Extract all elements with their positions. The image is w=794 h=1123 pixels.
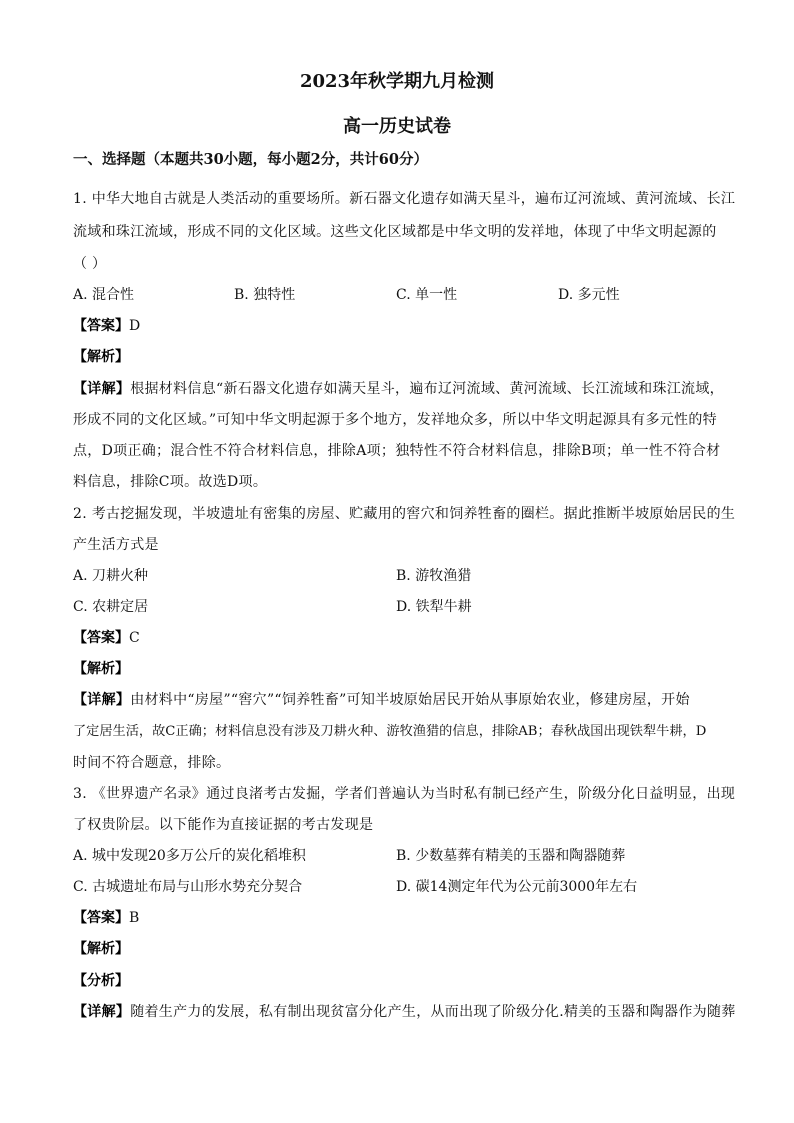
q2-option-b: B. 游牧渔猎 [396, 568, 472, 584]
q1-detail-line3: 点，D项正确；混合性不符合材料信息，排除A项；独特性不符合材料信息，排除B项；单一性不符合材 [73, 443, 721, 459]
q2-answer: 【答案】C [73, 630, 140, 646]
q2-stem-line2: 产生活方式是 [73, 537, 159, 553]
q3-option-d: D. 碳14测定年代为公元前3000年左右 [396, 879, 638, 895]
q3-answer: 【答案】B [73, 910, 140, 926]
q2-option-d: D. 铁犁牛耕 [396, 599, 472, 615]
q1-stem-line2: 流域和珠江流域，形成不同的文化区域。这些文化区域都是中华文明的发祥地，体现了中华文明起源的 [73, 224, 717, 240]
q2-option-a: A. 刀耕火种 [73, 568, 149, 584]
q2-option-c: C. 农耕定居 [73, 599, 149, 615]
q3-stem-line1: 3. 《世界遗产名录》通过良渚考古发掘，学者们普遍认为当时私有制已经产生，阶级分化日益明显，出现 [73, 786, 736, 802]
q1-detail-line1: 【详解】根据材料信息“新石器文化遗存如满天星斗，遍布辽河流域、黄河流域、长江流域和珠江流域， [73, 381, 724, 397]
q2-detail-line3: 时间不符合题意，排除。 [73, 755, 231, 771]
q1-detail-line2: 形成不同的文化区域。”可知中华文明起源于多个地方，发祥地众多，所以中华文明起源具有多元性的特 [73, 412, 717, 428]
q1-analysis-label: 【解析】 [73, 349, 129, 365]
exam-title: 2023年秋学期九月检测 [299, 71, 495, 92]
q3-stem-line2: 了权贵阶层。以下能作为直接证据的考古发现是 [73, 817, 374, 833]
q2-detail-line1: 【详解】由材料中“房屋”“窖穴”“饲养牲畜”可知半坡原始居民开始从事原始农业，修建房屋，开始 [73, 692, 690, 708]
q2-detail-line2: 了定居生活，故C正确；材料信息没有涉及刀耕火种、游牧渔猎的信息，排除AB；春秋战国出现铁犁牛耕，D [73, 724, 707, 739]
q3-option-a: A. 城中发现20多万公斤的炭化稻堆积 [73, 848, 306, 864]
q3-analysis-label: 【解析】 [73, 941, 129, 957]
q1-stem-line3: （ ） [73, 256, 107, 272]
q1-option-a: A. 混合性 [73, 287, 135, 303]
q2-stem-line1: 2. 考古挖掘发现，半坡遗址有密集的房屋、贮藏用的窖穴和饲养牲畜的圈栏。据此推断半坡原始居民的生 [73, 506, 736, 522]
q1-stem-line1: 1. 中华大地自古就是人类活动的重要场所。新石器文化遗存如满天星斗，遍布辽河流域、黄河流域、长江 [73, 191, 736, 207]
q3-option-b: B. 少数墓葬有精美的玉器和陶器随葬 [396, 848, 626, 864]
q3-fenxi-label: 【分析】 [73, 973, 129, 989]
section-heading: 一、选择题（本题共30小题，每小题2分，共计60分） [73, 151, 428, 168]
q1-option-d: D. 多元性 [558, 287, 620, 303]
exam-subtitle: 高一历史试卷 [343, 116, 451, 137]
q2-analysis-label: 【解析】 [73, 661, 129, 677]
q1-option-b: B. 独特性 [234, 287, 296, 303]
q3-detail-line1: 【详解】随着生产力的发展，私有制出现贫富分化产生，从而出现了阶级分化.精美的玉器和陶器作为随葬 [73, 1004, 736, 1020]
q3-option-c: C. 古城遗址布局与山形水势充分契合 [73, 879, 303, 895]
q1-answer: 【答案】D [73, 318, 141, 334]
q1-detail-line4: 料信息，排除C项。故选D项。 [73, 474, 268, 490]
q1-option-c: C. 单一性 [396, 287, 458, 303]
